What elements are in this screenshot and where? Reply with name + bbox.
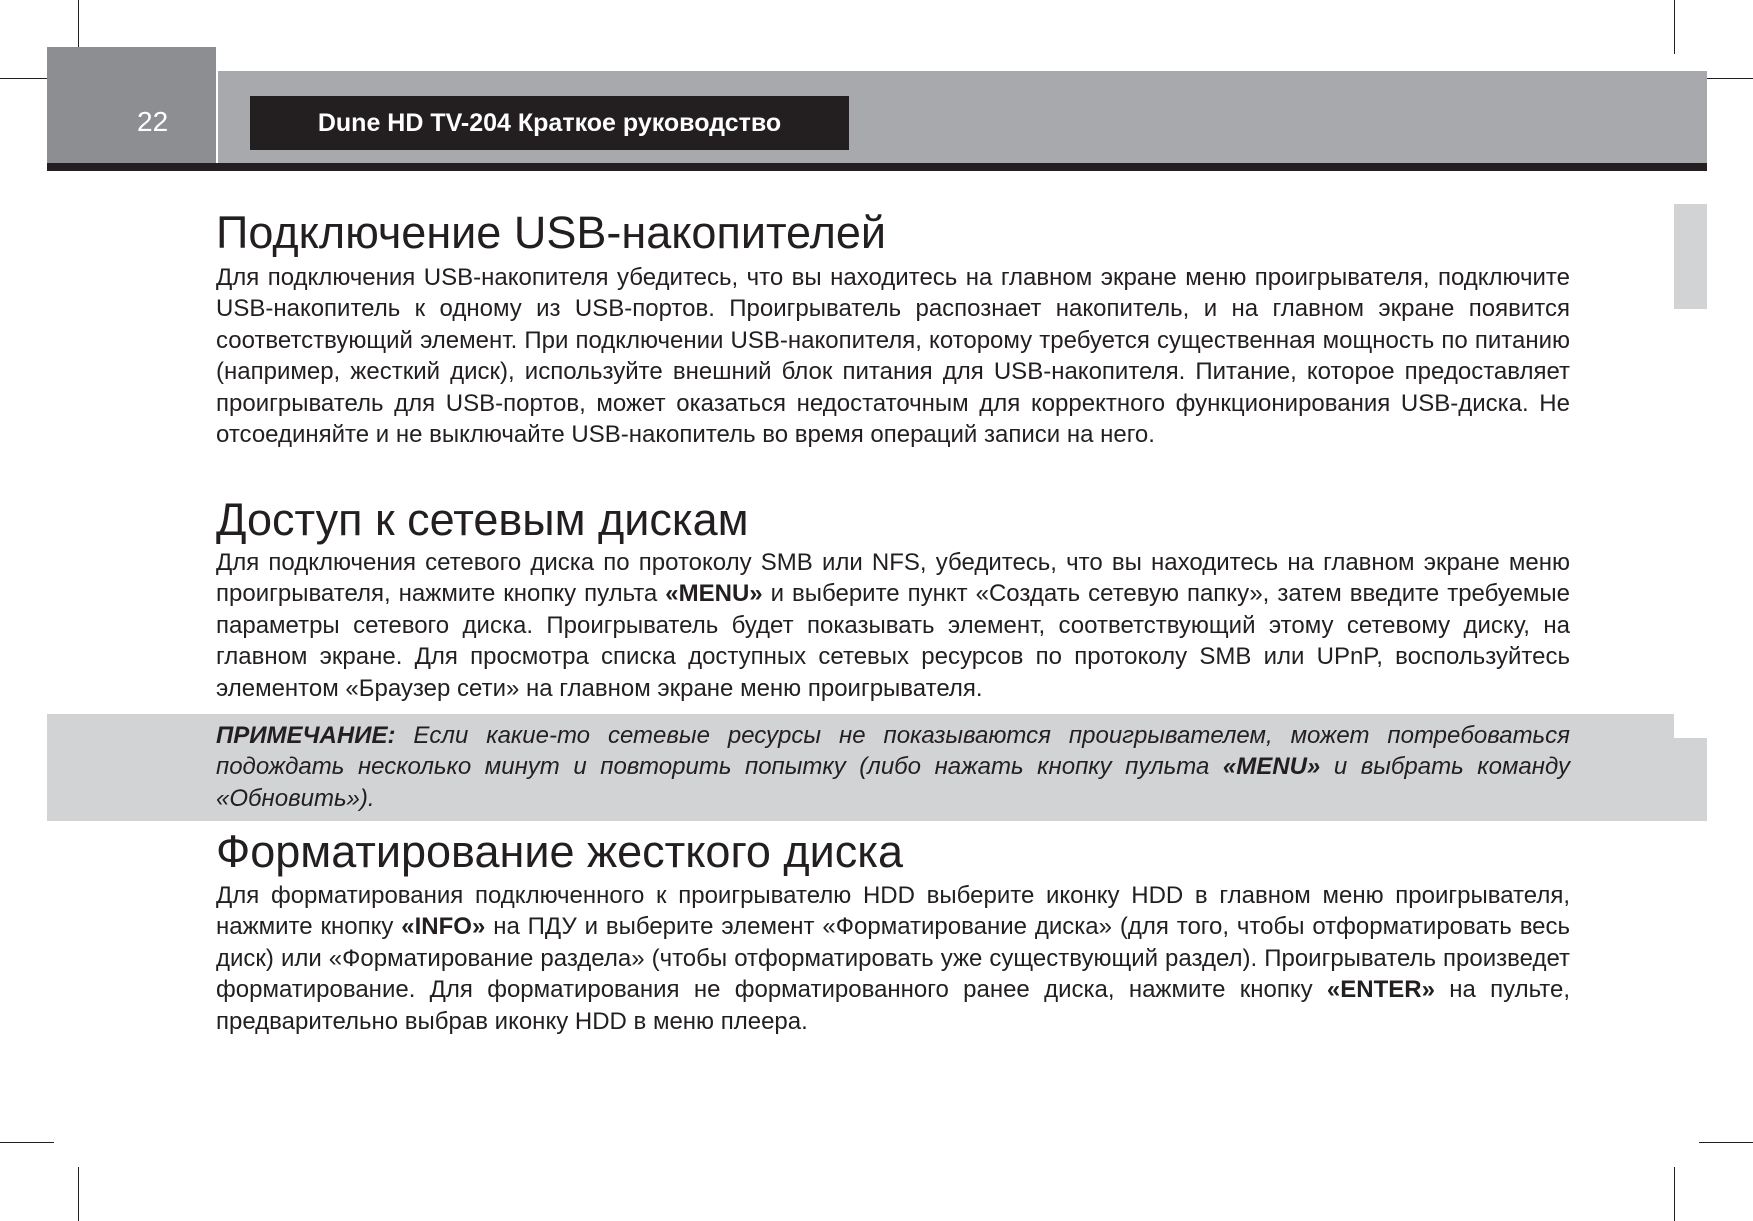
crop-mark: [1674, 1167, 1675, 1221]
crop-mark: [1699, 1142, 1753, 1143]
section-text-format: Для форматирования подключенного к проигрывателю HDD выберите иконку HDD в главном меню проигрывателя, нажмите кнопку «INFO» на ПДУ и выберите элемент «Форматирование диска» (для того, чтобы отформатировать весь диск) или «Форматирование раздела» (чтобы отформатировать уже существующий раздел). Проигрыватель произведет форматирование. Для форматирования не форматированного ранее диска, нажмите кнопку «ENTER» на пульте, предварительно выбрав иконку HDD в меню плеера.: [216, 882, 1571, 1035]
page-number-box: [47, 47, 216, 165]
header-rule: [47, 163, 1707, 171]
side-tab: [1674, 204, 1707, 309]
section-text-usb: Для подключения USB-накопителя убедитесь, что вы находитесь на главном экране меню проигрывателя, подключите USB-накопитель к одному из USB-портов. Проигрыватель распознает накопитель, и на главном экране появится соответствующий элемент. При подключении USB-накопителя, которому требуется существенная мощность по питанию (например, жесткий диск), используйте внешний блок питания для USB-накопителя. Питание, которое предоставляет проигрыватель для USB-портов, может оказаться недостаточным для корректного функционирования USB-диска. Не отсоединяйте и не выключайте USB-накопитель во время операций записи на него.: [216, 264, 1570, 449]
crop-mark: [78, 1167, 79, 1221]
enter-key-label: «ENTER»: [1326, 976, 1435, 1004]
note-label: ПРИМЕЧАНИЕ:: [216, 722, 396, 749]
page-number: 22: [137, 106, 169, 137]
crop-mark: [1699, 78, 1753, 79]
section-text-network: Для подключения сетевого диска по протоколу SMB или NFS, убедитесь, что вы находитесь на главном экране меню проигрывателя, нажмите кнопку пульта «MENU» и выберите пункт «Создать сетевую папку», затем введите требуемые параметры сетевого диска. Проигрыватель будет показывать элемент, соответствующий этому сетевому диску, на главном экране. Для просмотра списка доступных сетевых ресурсов по протоколу SMB или UPnP, воспользуйтесь элементом «Браузер сети» на главном экране меню проигрывателя.: [216, 549, 1571, 702]
crop-mark: [78, 0, 79, 54]
header-title: Dune HD TV-204 Краткое руководство: [250, 96, 849, 150]
crop-mark: [1674, 0, 1675, 54]
note-notch: [1674, 714, 1707, 738]
note-text: ПРИМЕЧАНИЕ: Если какие-то сетевые ресурсы не показываются проигрывателем, может потребоваться подождать несколько минут и повторить попытку (либо нажать кнопку пульта «MENU» и выбрать команду «Обновить»).: [216, 722, 1570, 812]
crop-mark: [0, 1142, 54, 1143]
section-heading-network: Доступ к сетевым дискам: [216, 494, 749, 545]
menu-key-label: «MENU»: [1222, 753, 1321, 781]
menu-key-label: «MENU»: [665, 580, 763, 608]
crop-mark: [0, 78, 54, 79]
section-heading-format: Форматирование жесткого диска: [216, 826, 903, 877]
section-heading-usb: Подключение USB-накопителей: [216, 207, 887, 258]
info-key-label: «INFO»: [401, 913, 486, 941]
